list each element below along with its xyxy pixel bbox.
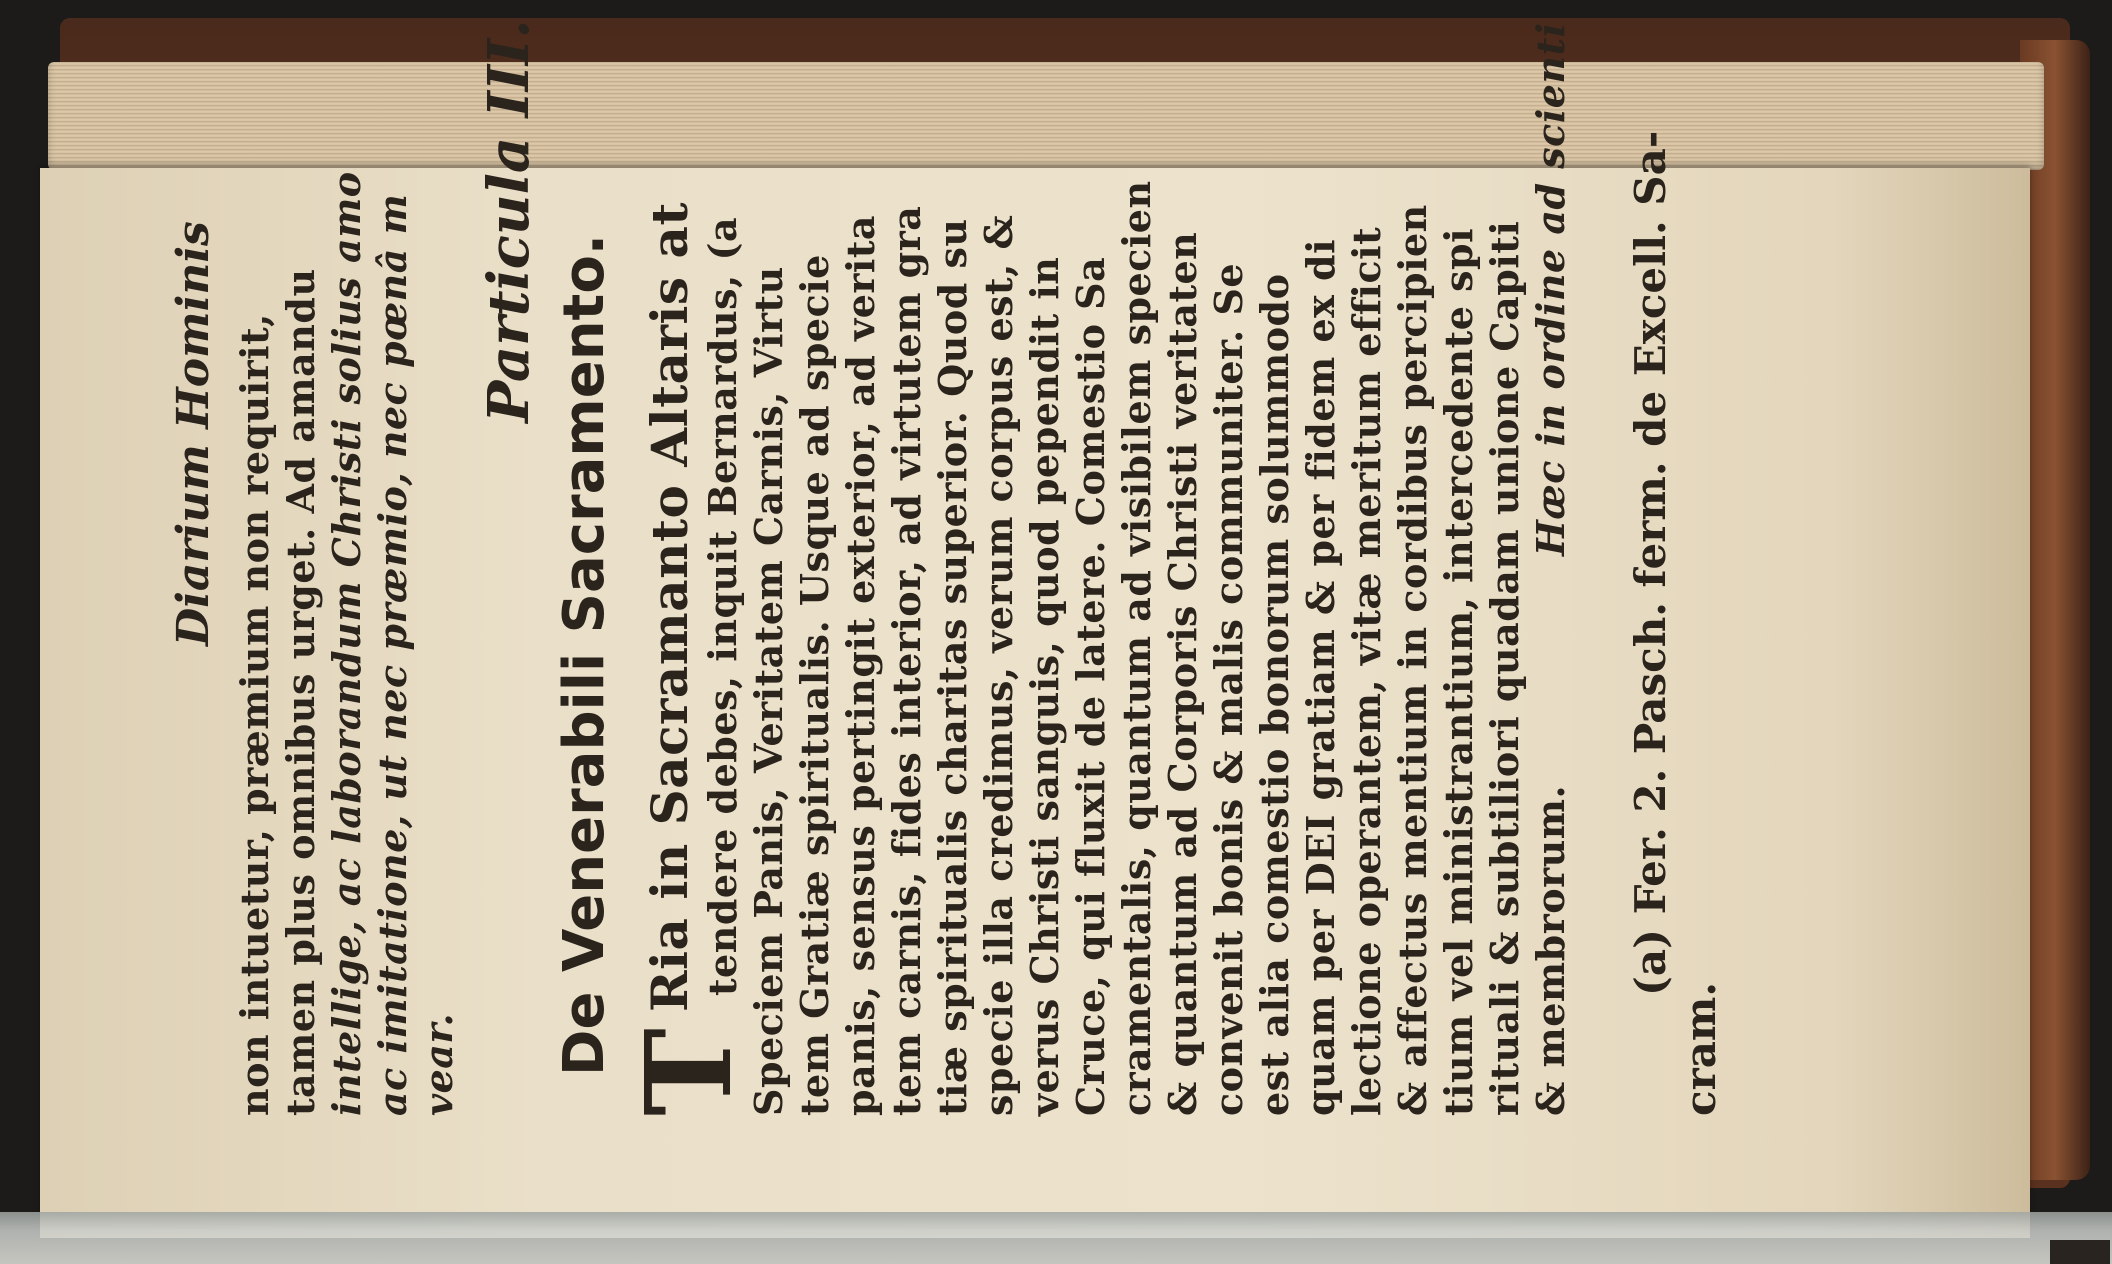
- text-line: ac imitatione, ut nec præmio, nec pœnâ m: [370, 193, 415, 1116]
- book-spine-edge: [2020, 40, 2090, 1180]
- text-line: & quantum ad Corporis Christi veritaten: [1160, 231, 1205, 1116]
- text-line: & affectus mentium in cordibus percipien: [1390, 204, 1435, 1116]
- text-line: quam per DEI gratiam & per fidem ex di: [1298, 238, 1343, 1116]
- scanner-glass-edge: [0, 1212, 2112, 1264]
- text-line: Hæc in ordine ad scienti: [1528, 22, 1573, 556]
- text-line: tamen plus omnibus urget. Ad amandu: [278, 268, 323, 1116]
- page-text-block: [160, 19, 1950, 1116]
- text-line: rituali & subtiliori quadam unione Capiti: [1482, 220, 1527, 1116]
- text-line: cramentalis, quantum ad visibilem specien: [1114, 180, 1159, 1116]
- section-title: De Venerabili Sacramento.: [552, 233, 617, 1076]
- text-line: non intuetur, præmium non requirit,: [232, 313, 277, 1116]
- text-line: tiæ spiritualis charitas superior. Quod su: [930, 218, 975, 1116]
- text-line: tium vel ministrantium, intercedente spi: [1436, 227, 1481, 1116]
- text-line: & membrorum.: [1528, 784, 1573, 1116]
- text-line: tendere debes, inquit Bernardus, (a: [700, 216, 745, 996]
- text-line: intellige, ac laborandum Christi solius amo: [324, 171, 369, 1116]
- text-line: tem Gratiæ spiritualis. Usque ad specie: [792, 254, 837, 1116]
- text-line: Ria in Sacramanto Altaris at: [640, 202, 699, 1012]
- text-line: convenit bonis & malis communiter. Se: [1206, 262, 1251, 1116]
- text-line: panis, sensus pertingit exterior, ad verita: [838, 214, 883, 1116]
- text-line: specie illa credimus, verum corpus est, &: [976, 214, 1021, 1116]
- scanner-corner: [2050, 1240, 2110, 1264]
- text-line: Cruce, qui fluxit de latere. Comestio Sa: [1068, 256, 1113, 1116]
- text-line: verus Christi sanguis, quod pependit in: [1022, 256, 1067, 1116]
- text-line: Speciem Panis, Veritatem Carnis, Virtu: [746, 266, 791, 1116]
- text-line: vear.: [416, 1012, 461, 1116]
- text-line: est alia comestio bonorum solummodo: [1252, 273, 1297, 1116]
- footnote-continuation: cram.: [1676, 982, 1725, 1116]
- text-line: lectione operantem, vitæ meritum efficit: [1344, 226, 1389, 1116]
- running-head: Diarium Hominis: [168, 221, 219, 646]
- section-heading: Particula III.: [476, 19, 542, 423]
- text-line: tem carnis, fides interior, ad virtutem gra: [884, 205, 929, 1116]
- footnote: (a) Fer. 2. Pasch. ferm. de Excell. Sa-: [1626, 130, 1675, 996]
- drop-cap: T: [619, 1028, 758, 1116]
